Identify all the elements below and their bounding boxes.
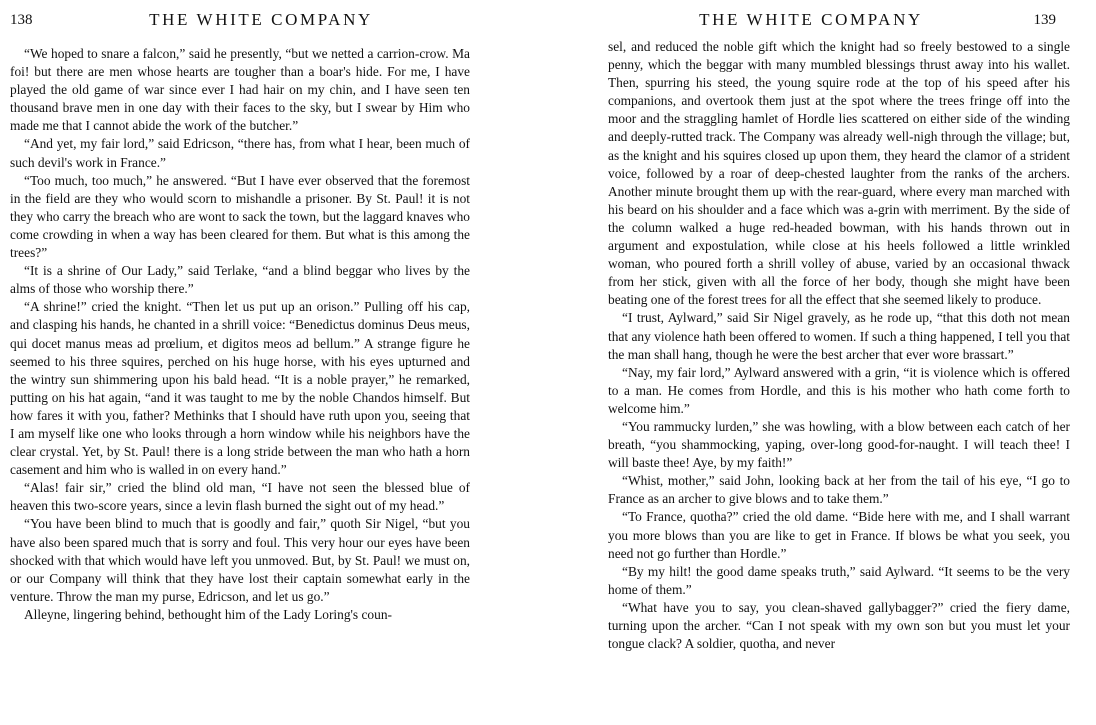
left-page xyxy=(0,0,475,725)
paragraph: “Nay, my fair lord,” Aylward answered with a grin, “it is violence which is offered to a man. He comes from Hordle, and this is his mother who hath come forth to welcome him.” xyxy=(608,364,1070,416)
paragraph: “A shrine!” cried the knight. “Then let us put up an orison.” Pulling off his cap, and clasping his hands, he chanted in a shrill voice: “Benedictus dominus Deus meus, qui docet manus meas ad prœlium, et digitos meos ad bellum.” A strange figure he seemed to his three squires, perched on his huge horse, with his eyes upturned and the wintry sun shimmering upon his bald head. “It is a noble prayer,” he remarked, putting on his hat again, “and it was taught to me by the noble Chandos himself. But how fares it with you, father? Methinks that I should have ruth upon you, seeing that I am myself like one who looks through a horn window while his neighbors have the clear crystal. Yet, by St. Paul! there is a long stride between the man who hath a horn casement and him who is walled in on every hand.” xyxy=(10,299,470,478)
paragraph: “Too much, too much,” he answered. “But I have ever observed that the foremost in the field are they who would scorn to mishandle a prisoner. By St. Paul! it is not they who carry the breach who are wont to sack the town, but the laggard knaves who come crowding in when a way has been cleared for them. But what is this among the trees?” xyxy=(10,172,470,261)
paragraph: “I trust, Aylward,” said Sir Nigel gravely, as he rode up, “that this doth not mean that any violence hath been offered to women. If such a thing happened, I tell you that the man shall hang, though he were the best archer that ever wore brassart.” xyxy=(608,310,1070,362)
right-page xyxy=(600,0,1095,725)
page-number: 139 xyxy=(1033,12,1056,28)
paragraph: “We hoped to snare a falcon,” said he presently, “but we netted a carrion-crow. Ma foi! but there are men whose hearts are tougher than a boar's hide. For me, I have played the old game of war since ever I had hair on my chin, and I have seen ten thousand brave men in one day with their faces to the sky, but I swear by Him who made me that I cannot abide the work of the butcher.” xyxy=(10,46,470,134)
left-page-header xyxy=(10,10,472,36)
continued-paragraph: sel, and reduced the noble gift which the knight had so freely bestowed to a single penny, which the beggar with many mumbled blessings thrust away into his wallet. Then, spurring his steed, the young squire rode at the top of his speed after his companions, and overtook them just at the spot where the trees fringe off into the moor and the straggling hamlet of Hordle lies scattered on either side of the winding and deeply-rutted track. The Company was already well-nigh through the village; but, as the knight and his squires closed up upon them, they heard the clamor of a strident voice, followed by a roar of deep-chested laughter from the ranks of the archers. Another minute brought them up with the rear-guard, where every man marched with his beard on his shoulder and a face which was a-grin with merriment. By the side of the column walked a huge red-headed bowman, with his hands thrown out in argument and expostulation, while close at his heels followed a little wrinkled woman, who poured forth a shrill volley of abuse, varied by an occasional thwack from her stick, given with all the force of her body, though she might have been beating one of the forest trees for all the effect that she seemed likely to produce. xyxy=(608,39,1070,308)
running-title: THE WHITE COMPANY xyxy=(699,10,923,29)
running-title: THE WHITE COMPANY xyxy=(149,10,373,29)
paragraph: “You have been blind to much that is goodly and fair,” quoth Sir Nigel, “but you have also been spared much that is sorry and foul. This very hour our eyes have been shocked with that which would have left you unmoved. But, by St. Paul! we must on, or our Company will think that they have lost their captain somewhat early in the venture. Throw the man my purse, Edricson, and let us go.” xyxy=(10,516,470,604)
left-page-text xyxy=(10,45,470,624)
page-number: 138 xyxy=(10,12,33,28)
paragraph: “You rammucky lurden,” she was howling, with a blow between each catch of her breath, “you shammocking, yaping, over-long good-for-naught. I will teach thee! I will baste thee! Aye, by my faith!” xyxy=(608,418,1070,471)
paragraph: “By my hilt! the good dame speaks truth,” said Aylward. “It seems to be the very home of them.” xyxy=(608,563,1070,597)
paragraph: “And yet, my fair lord,” said Edricson, “there has, from what I hear, been much of such devil's work in France.” xyxy=(10,136,470,170)
right-page-text xyxy=(608,38,1070,653)
right-page-header xyxy=(606,10,1056,36)
paragraph: “To France, quotha?” cried the old dame. “Bide here with me, and I shall warrant you more blows than you are like to get in France. If blows be what you seek, you need not go further than Hordle.” xyxy=(608,509,1070,561)
paragraph: “Alas! fair sir,” cried the blind old man, “I have not seen the blessed blue of heaven this two-score years, since a levin flash burned the sight out of my head.” xyxy=(10,480,470,514)
paragraph: “What have you to say, you clean-shaved gallybagger?” cried the fiery dame, turning upon the archer. “Can I not speak with my own son but you must let your tongue clack? A soldier, quotha, and never xyxy=(608,599,1070,652)
paragraph: “It is a shrine of Our Lady,” said Terlake, “and a blind beggar who lives by the alms of those who worship there.” xyxy=(10,263,470,297)
paragraph: Alleyne, lingering behind, bethought him of the Lady Loring's coun- xyxy=(24,606,392,622)
paragraph: “Whist, mother,” said John, looking back at her from the tail of his eye, “I go to France as an archer to give blows and to take them.” xyxy=(608,473,1070,507)
